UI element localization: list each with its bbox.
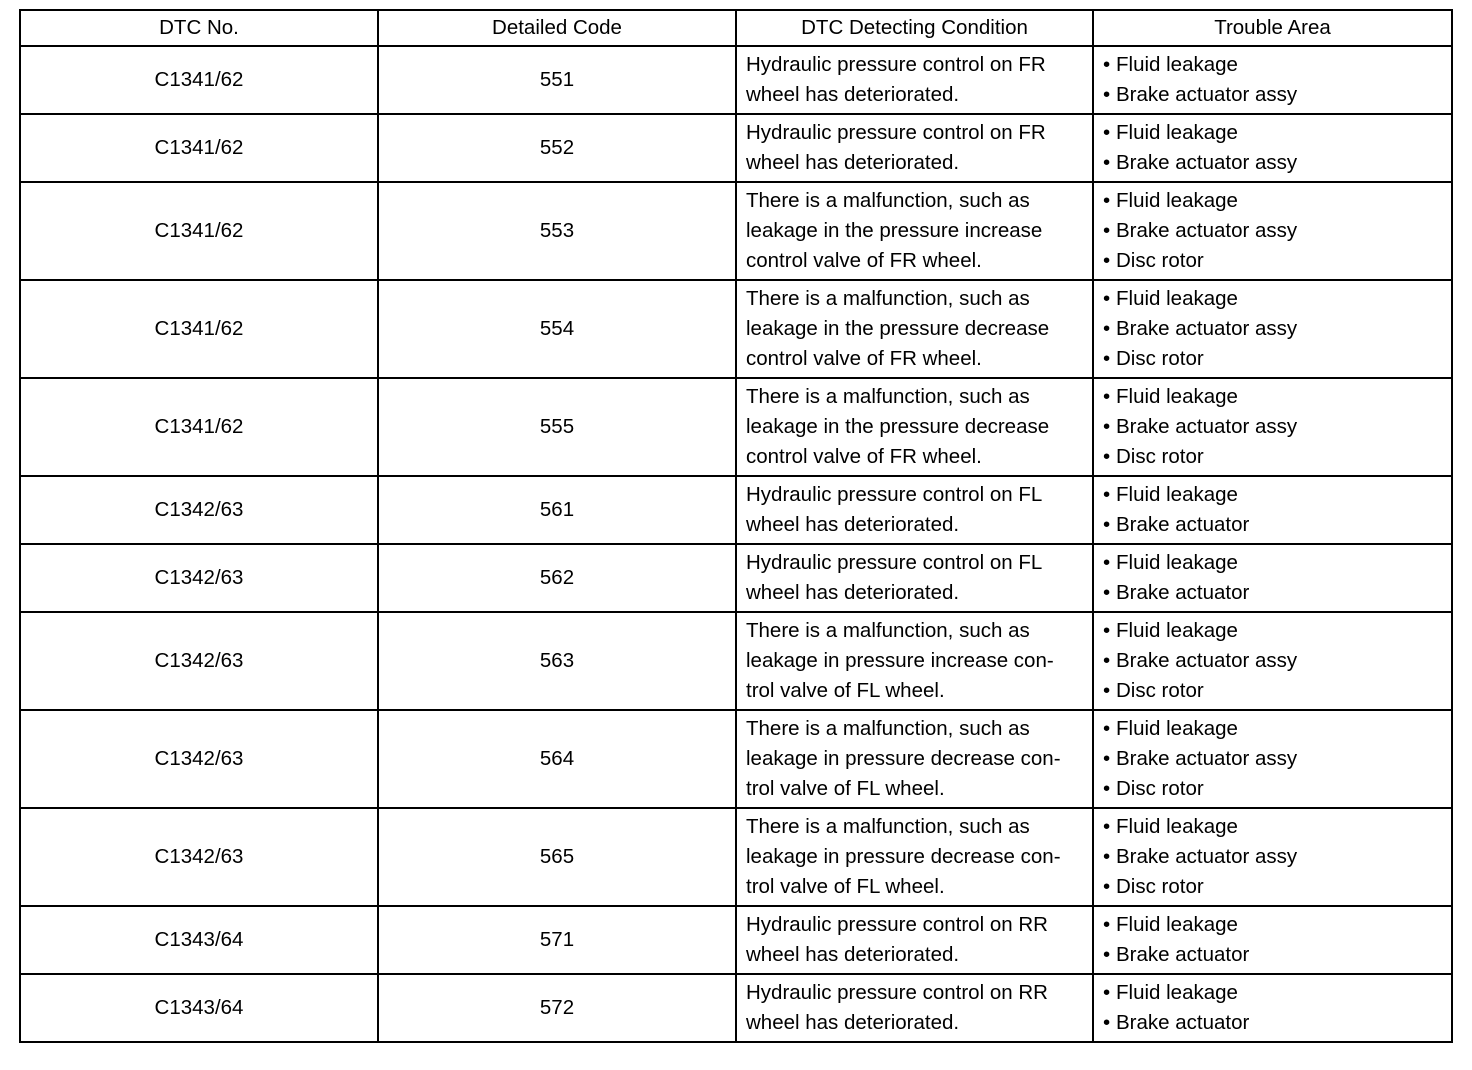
table-row (20, 544, 1452, 612)
bullet-icon: • (1103, 121, 1111, 144)
trouble-area-cell (1093, 906, 1452, 974)
detailed-code-cell: 555 (378, 378, 736, 476)
detailed-code-cell: 562 (378, 544, 736, 612)
bullet-icon: • (1103, 717, 1111, 740)
bullet-icon: • (1103, 415, 1111, 438)
trouble-area-text: Disc rotor (1116, 347, 1204, 370)
bullet-icon: • (1103, 845, 1111, 868)
bullet-icon: • (1103, 445, 1111, 468)
detecting-condition-cell: Hydraulic pressure control on RR wheel has deteriorated. (736, 906, 1093, 974)
trouble-area-item (1103, 774, 1451, 804)
trouble-area-cell (1093, 46, 1452, 114)
trouble-area-item (1103, 80, 1451, 110)
trouble-area-cell (1093, 710, 1452, 808)
bullet-icon: • (1103, 513, 1111, 536)
trouble-area-item (1103, 284, 1451, 314)
table-row (20, 808, 1452, 906)
detecting-condition-cell: Hydraulic pressure control on FL wheel has deteriorated. (736, 476, 1093, 544)
trouble-area-text: Fluid leakage (1116, 619, 1238, 642)
trouble-area-item (1103, 714, 1451, 744)
dtc-number-cell: C1341/62 (20, 46, 378, 114)
trouble-area-item (1103, 510, 1451, 540)
bullet-icon: • (1103, 1011, 1111, 1034)
table-body (20, 46, 1452, 1042)
bullet-icon: • (1103, 649, 1111, 672)
detailed-code-cell: 554 (378, 280, 736, 378)
bullet-icon: • (1103, 249, 1111, 272)
table-header-row (20, 10, 1452, 46)
bullet-icon: • (1103, 287, 1111, 310)
trouble-area-item (1103, 216, 1451, 246)
detecting-condition-cell: Hydraulic pressure control on FR wheel has deteriorated. (736, 46, 1093, 114)
dtc-number-cell: C1341/62 (20, 378, 378, 476)
trouble-area-item (1103, 578, 1451, 608)
bullet-icon: • (1103, 317, 1111, 340)
trouble-area-text: Fluid leakage (1116, 287, 1238, 310)
table-row (20, 906, 1452, 974)
table-row (20, 476, 1452, 544)
trouble-area-text: Brake actuator (1116, 1011, 1250, 1034)
bullet-icon: • (1103, 777, 1111, 800)
trouble-area-text: Fluid leakage (1116, 913, 1238, 936)
detailed-code-cell: 564 (378, 710, 736, 808)
trouble-area-item (1103, 676, 1451, 706)
detecting-condition-cell: There is a malfunction, such as leakage in the pressure decrease control valve of FR wheel. (736, 280, 1093, 378)
bullet-icon: • (1103, 747, 1111, 770)
bullet-icon: • (1103, 913, 1111, 936)
trouble-area-item (1103, 246, 1451, 276)
table-row (20, 46, 1452, 114)
header-detecting-condition: DTC Detecting Condition (736, 10, 1093, 46)
trouble-area-item (1103, 548, 1451, 578)
bullet-icon: • (1103, 943, 1111, 966)
trouble-area-item (1103, 50, 1451, 80)
table-row (20, 280, 1452, 378)
detailed-code-cell: 563 (378, 612, 736, 710)
trouble-area-item (1103, 940, 1451, 970)
bullet-icon: • (1103, 347, 1111, 370)
table-row (20, 974, 1452, 1042)
trouble-area-text: Fluid leakage (1116, 981, 1238, 1004)
trouble-area-item (1103, 382, 1451, 412)
trouble-area-text: Brake actuator assy (1116, 317, 1298, 340)
trouble-area-cell (1093, 378, 1452, 476)
trouble-area-item (1103, 344, 1451, 374)
detecting-condition-cell: There is a malfunction, such as leakage in pressure decrease con- trol valve of FL wheel. (736, 710, 1093, 808)
detailed-code-cell: 572 (378, 974, 736, 1042)
dtc-number-cell: C1343/64 (20, 906, 378, 974)
trouble-area-text: Disc rotor (1116, 249, 1204, 272)
trouble-area-cell (1093, 612, 1452, 710)
trouble-area-text: Disc rotor (1116, 679, 1204, 702)
dtc-number-cell: C1341/62 (20, 182, 378, 280)
trouble-area-item (1103, 148, 1451, 178)
trouble-area-text: Brake actuator (1116, 513, 1250, 536)
dtc-number-cell: C1343/64 (20, 974, 378, 1042)
trouble-area-text: Fluid leakage (1116, 815, 1238, 838)
trouble-area-text: Brake actuator assy (1116, 415, 1298, 438)
trouble-area-text: Brake actuator assy (1116, 151, 1298, 174)
dtc-number-cell: C1341/62 (20, 114, 378, 182)
bullet-icon: • (1103, 53, 1111, 76)
bullet-icon: • (1103, 83, 1111, 106)
trouble-area-item (1103, 978, 1451, 1008)
trouble-area-item (1103, 812, 1451, 842)
bullet-icon: • (1103, 551, 1111, 574)
bullet-icon: • (1103, 619, 1111, 642)
detecting-condition-cell: Hydraulic pressure control on FR wheel has deteriorated. (736, 114, 1093, 182)
table-row (20, 378, 1452, 476)
bullet-icon: • (1103, 875, 1111, 898)
trouble-area-item (1103, 646, 1451, 676)
dtc-number-cell: C1342/63 (20, 808, 378, 906)
trouble-area-text: Brake actuator assy (1116, 83, 1298, 106)
detecting-condition-cell: Hydraulic pressure control on FL wheel has deteriorated. (736, 544, 1093, 612)
detecting-condition-cell: There is a malfunction, such as leakage in the pressure increase control valve of FR wheel. (736, 182, 1093, 280)
detailed-code-cell: 561 (378, 476, 736, 544)
trouble-area-cell (1093, 280, 1452, 378)
trouble-area-text: Fluid leakage (1116, 717, 1238, 740)
detailed-code-cell: 551 (378, 46, 736, 114)
detecting-condition-cell: There is a malfunction, such as leakage in pressure increase con- trol valve of FL wheel. (736, 612, 1093, 710)
trouble-area-text: Fluid leakage (1116, 483, 1238, 506)
bullet-icon: • (1103, 385, 1111, 408)
trouble-area-text: Fluid leakage (1116, 189, 1238, 212)
trouble-area-item (1103, 186, 1451, 216)
trouble-area-cell (1093, 808, 1452, 906)
header-dtc-no: DTC No. (20, 10, 378, 46)
trouble-area-item (1103, 910, 1451, 940)
trouble-area-text: Fluid leakage (1116, 385, 1238, 408)
detecting-condition-cell: There is a malfunction, such as leakage in pressure decrease con- trol valve of FL wheel. (736, 808, 1093, 906)
detecting-condition-cell: There is a malfunction, such as leakage in the pressure decrease control valve of FR wheel. (736, 378, 1093, 476)
dtc-table (19, 9, 1453, 1043)
trouble-area-cell (1093, 974, 1452, 1042)
bullet-icon: • (1103, 219, 1111, 242)
detecting-condition-cell: Hydraulic pressure control on RR wheel has deteriorated. (736, 974, 1093, 1042)
detailed-code-cell: 552 (378, 114, 736, 182)
dtc-number-cell: C1342/63 (20, 476, 378, 544)
bullet-icon: • (1103, 581, 1111, 604)
table-row (20, 612, 1452, 710)
trouble-area-text: Disc rotor (1116, 875, 1204, 898)
trouble-area-cell (1093, 544, 1452, 612)
trouble-area-item (1103, 314, 1451, 344)
trouble-area-text: Fluid leakage (1116, 53, 1238, 76)
dtc-number-cell: C1341/62 (20, 280, 378, 378)
table-row (20, 182, 1452, 280)
detailed-code-cell: 553 (378, 182, 736, 280)
trouble-area-cell (1093, 476, 1452, 544)
trouble-area-cell (1093, 114, 1452, 182)
bullet-icon: • (1103, 189, 1111, 212)
trouble-area-item (1103, 118, 1451, 148)
header-trouble-area: Trouble Area (1093, 10, 1452, 46)
trouble-area-item (1103, 442, 1451, 472)
trouble-area-text: Fluid leakage (1116, 551, 1238, 574)
trouble-area-item (1103, 616, 1451, 646)
trouble-area-item (1103, 744, 1451, 774)
header-detailed-code: Detailed Code (378, 10, 736, 46)
table-row (20, 114, 1452, 182)
trouble-area-item (1103, 480, 1451, 510)
trouble-area-text: Fluid leakage (1116, 121, 1238, 144)
trouble-area-text: Brake actuator assy (1116, 649, 1298, 672)
dtc-number-cell: C1342/63 (20, 710, 378, 808)
trouble-area-item (1103, 872, 1451, 902)
bullet-icon: • (1103, 483, 1111, 506)
bullet-icon: • (1103, 815, 1111, 838)
bullet-icon: • (1103, 981, 1111, 1004)
detailed-code-cell: 565 (378, 808, 736, 906)
trouble-area-text: Brake actuator (1116, 581, 1250, 604)
trouble-area-text: Brake actuator assy (1116, 219, 1298, 242)
trouble-area-item (1103, 412, 1451, 442)
trouble-area-text: Disc rotor (1116, 777, 1204, 800)
trouble-area-text: Brake actuator assy (1116, 845, 1298, 868)
dtc-number-cell: C1342/63 (20, 544, 378, 612)
dtc-number-cell: C1342/63 (20, 612, 378, 710)
trouble-area-cell (1093, 182, 1452, 280)
bullet-icon: • (1103, 679, 1111, 702)
trouble-area-text: Brake actuator (1116, 943, 1250, 966)
trouble-area-text: Brake actuator assy (1116, 747, 1298, 770)
trouble-area-text: Disc rotor (1116, 445, 1204, 468)
table-row (20, 710, 1452, 808)
trouble-area-item (1103, 1008, 1451, 1038)
trouble-area-item (1103, 842, 1451, 872)
bullet-icon: • (1103, 151, 1111, 174)
detailed-code-cell: 571 (378, 906, 736, 974)
